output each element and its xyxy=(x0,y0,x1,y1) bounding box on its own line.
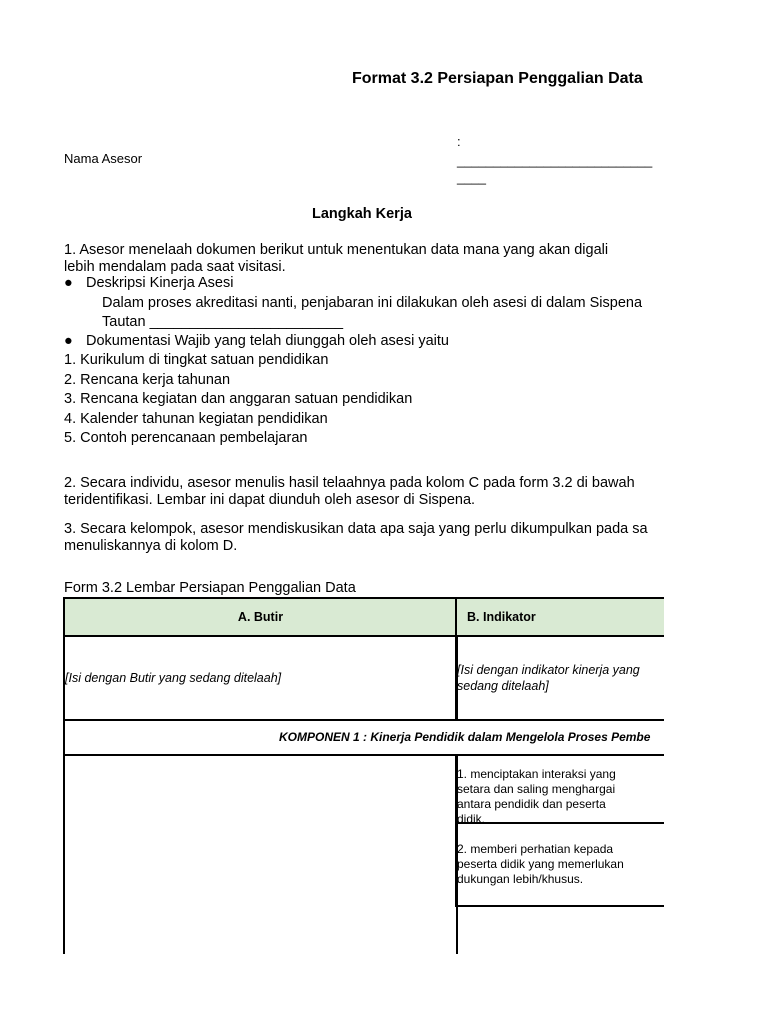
komponen-row xyxy=(63,719,664,756)
indicator-2-text: 2. memberi perhatian kepada peserta didik yang memerlukan dukungan lebih/khusus. xyxy=(457,842,624,886)
list-item: 4. Kalender tahunan kegiatan pendidikan xyxy=(64,411,328,427)
indikator-placeholder-line-2: sedang ditelaah] xyxy=(457,679,549,693)
column-a-header xyxy=(63,597,458,637)
bullet-icon: ● xyxy=(64,275,73,291)
step-3-line-1: 3. Secara kelompok, asesor mendiskusikan data apa saja yang perlu dikumpulkan pada sa xyxy=(64,521,648,537)
step-2-line-2: teridentifikasi. Lembar ini dapat diunduh oleh asesor di Sispena. xyxy=(64,492,476,508)
page-title: Format 3.2 Persiapan Penggalian Data xyxy=(352,70,643,87)
bullet-1 xyxy=(64,275,233,291)
butir-content-cell[interactable] xyxy=(63,754,458,954)
list-item: 5. Contoh perencanaan pembelajaran xyxy=(64,430,308,446)
bullet-2 xyxy=(64,333,449,349)
bullet-1-sub-1: Dalam proses akreditasi nanti, penjabaran ini dilakukan oleh asesi di dalam Sispena xyxy=(102,295,643,311)
indicator-row-1 xyxy=(455,754,664,824)
indicator-1-text: 1. menciptakan interaksi yang setara dan saling menghargai antara pendidik dan peserta didik. xyxy=(457,767,616,826)
assessor-colon: : xyxy=(457,134,461,149)
butir-placeholder-text: [Isi dengan Butir yang sedang ditelaah] xyxy=(65,671,282,685)
section-heading: Langkah Kerja xyxy=(312,206,412,222)
assessor-name-line-cont: ____ xyxy=(457,170,486,185)
step-1-line-1: 1. Asesor menelaah dokumen berikut untuk menentukan data mana yang akan digali xyxy=(64,242,609,258)
butir-placeholder-cell[interactable] xyxy=(63,635,458,721)
list-item: 2. Rencana kerja tahunan xyxy=(64,372,231,388)
komponen-label: KOMPONEN 1 : Kinerja Pendidik dalam Mengelola Proses Pembe xyxy=(279,730,651,744)
assessor-name-line: ___________________________ xyxy=(457,153,653,168)
column-a-header-label: A. Butir xyxy=(237,610,284,624)
step-2-line-1: 2. Secara individu, asesor menulis hasil telaahnya pada kolom C pada form 3.2 di bawah xyxy=(64,475,635,491)
column-b-header-label: B. Indikator xyxy=(467,610,536,624)
indicator-row-2 xyxy=(455,822,664,907)
bullet-1-sub-2: Tautan ________________________ xyxy=(102,314,344,330)
list-item: 3. Rencana kegiatan dan anggaran satuan pendidikan xyxy=(64,391,413,407)
step-1-line-2: lebih mendalam pada saat visitasi. xyxy=(64,259,286,275)
indikator-placeholder-line-1: [Isi dengan indikator kinerja yang xyxy=(457,663,640,677)
bullet-2-text: Dokumentasi Wajib yang telah diunggah oleh asesi yaitu xyxy=(86,333,449,349)
bullet-icon: ● xyxy=(64,333,73,349)
form-title: Form 3.2 Lembar Persiapan Penggalian Data xyxy=(64,580,356,596)
assessor-name-label: Nama Asesor xyxy=(64,151,143,166)
indikator-placeholder-cell[interactable] xyxy=(455,635,664,721)
list-item: 1. Kurikulum di tingkat satuan pendidikan xyxy=(64,352,329,368)
bullet-1-text: Deskripsi Kinerja Asesi xyxy=(86,275,234,291)
column-b-header xyxy=(455,597,664,637)
step-3-line-2: menuliskannya di kolom D. xyxy=(64,538,238,554)
